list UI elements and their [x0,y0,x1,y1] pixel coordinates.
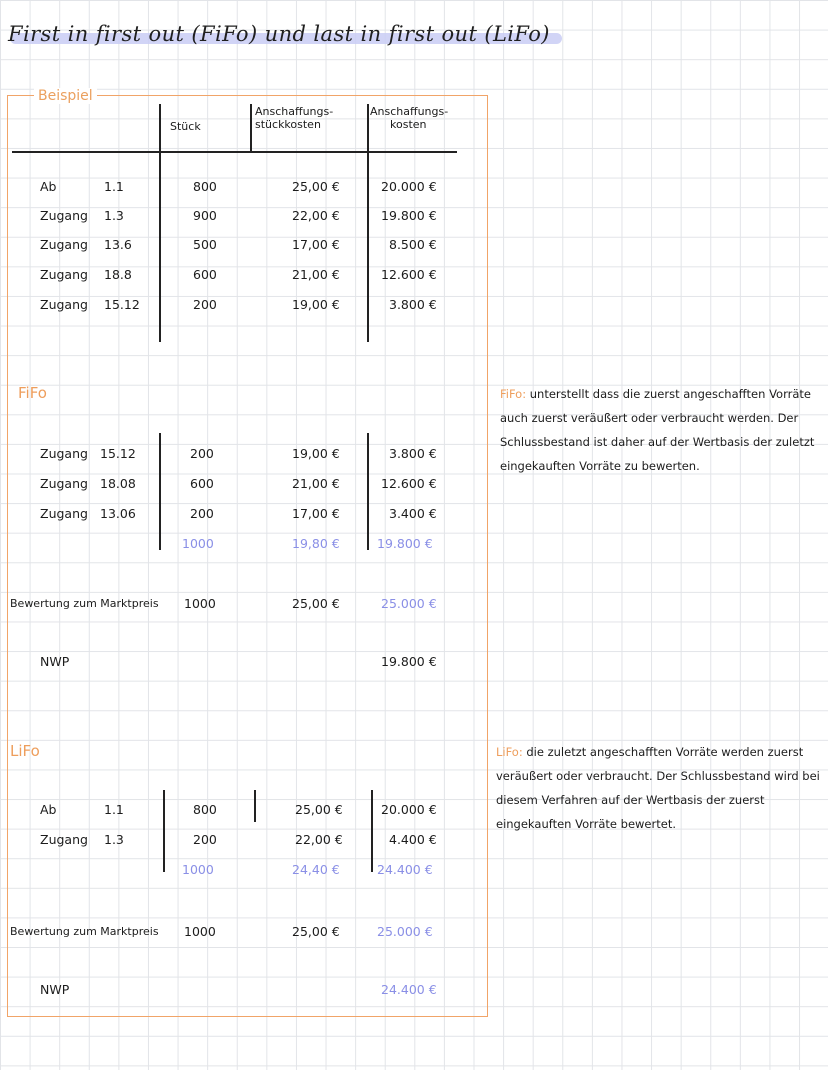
fifo-label: FiFo [18,384,47,402]
row-total-cost: 3.400 € [389,506,437,521]
row-unit-cost: 19,00 € [292,446,340,461]
row-total-cost: 12.600 € [381,267,437,282]
table-divider [250,104,252,152]
row-unit-cost: 21,00 € [292,476,340,491]
row-qty: 500 [193,237,217,252]
row-unit-cost: 17,00 € [292,506,340,521]
row-total-cost: 4.400 € [389,832,437,847]
row-type: Zugang [40,446,88,461]
row-qty: 800 [193,179,217,194]
lifo-note-term: LiFo: [496,745,523,759]
row-type: Zugang [40,832,88,847]
lifo-note [496,740,822,836]
sum-qty: 1000 [182,862,214,877]
row-date: 1.1 [104,179,124,194]
row-type: Ab [40,802,57,817]
fifo-note [500,382,822,478]
lifo-divider [163,790,165,872]
row-unit-cost: 22,00 € [295,832,343,847]
row-date: 18.08 [100,476,136,491]
sum-total-cost: 24.400 € [377,862,433,877]
sum-unit-cost: 19,80 € [292,536,340,551]
fifo-nwp-label: NWP [40,654,70,669]
lifo-market-qty: 1000 [184,924,216,939]
lifo-note-text: die zuletzt angeschafften Vorräte werden zuerst veräußert oder verbraucht. Der Schlussbestand wird bei diesem Verfahren auf der Wertbasis der zuerst eingekauften Vorräte bewertet. [496,745,820,831]
fifo-note-term: FiFo: [500,387,527,401]
example-frame [7,95,488,1017]
row-total-cost: 19.800 € [381,208,437,223]
fifo-market-label: Bewertung zum Marktpreis [10,597,159,610]
row-qty: 600 [190,476,214,491]
lifo-market-total: 25.000 € [377,924,433,939]
row-qty: 600 [193,267,217,282]
header-ak-line1: Anschaffungs- [370,105,449,118]
lifo-divider [371,790,373,872]
header-ak-line2: kosten [390,118,427,131]
row-total-cost: 8.500 € [389,237,437,252]
row-date: 1.3 [104,832,124,847]
row-qty: 800 [193,802,217,817]
lifo-market-label: Bewertung zum Marktpreis [10,925,159,938]
row-qty: 200 [193,832,217,847]
fifo-divider [159,433,161,550]
row-unit-cost: 22,00 € [292,208,340,223]
row-date: 1.3 [104,208,124,223]
table-divider [367,104,369,342]
row-total-cost: 20.000 € [381,179,437,194]
row-type: Ab [40,179,57,194]
fifo-nwp-total: 19.800 € [381,654,437,669]
lifo-market-unit: 25,00 € [292,924,340,939]
table-divider [159,104,161,342]
lifo-label: LiFo [10,742,40,760]
table-header-line [12,151,457,153]
header-ask-line2: stückkosten [255,118,321,131]
row-date: 15.12 [100,446,136,461]
row-unit-cost: 17,00 € [292,237,340,252]
fifo-note-text: unterstellt dass die zuerst angeschafften Vorräte auch zuerst veräußert oder verbraucht werden. Der Schlussbestand ist daher auf der Wertbasis der zuletzt eingekauften Vorräte zu bewerten. [500,387,815,473]
row-total-cost: 3.800 € [389,446,437,461]
row-type: Zugang [40,208,88,223]
row-date: 18.8 [104,267,132,282]
header-stueck: Stück [170,120,201,133]
lifo-nwp-total: 24.400 € [381,982,437,997]
sum-unit-cost: 24,40 € [292,862,340,877]
row-total-cost: 12.600 € [381,476,437,491]
sum-qty: 1000 [182,536,214,551]
beispiel-label: Beispiel [34,88,97,104]
lifo-divider [254,790,256,822]
page-title: First in first out (FiFo) und last in first out (LiFo) [8,22,550,46]
lifo-nwp-label: NWP [40,982,70,997]
fifo-market-total: 25.000 € [381,596,437,611]
fifo-market-unit: 25,00 € [292,596,340,611]
row-total-cost: 20.000 € [381,802,437,817]
fifo-market-qty: 1000 [184,596,216,611]
row-date: 15.12 [104,297,140,312]
row-type: Zugang [40,297,88,312]
header-ask-line1: Anschaffungs- [255,105,334,118]
row-unit-cost: 21,00 € [292,267,340,282]
row-qty: 900 [193,208,217,223]
sum-total-cost: 19.800 € [377,536,433,551]
row-unit-cost: 19,00 € [292,297,340,312]
row-type: Zugang [40,237,88,252]
row-qty: 200 [190,446,214,461]
row-type: Zugang [40,506,88,521]
row-unit-cost: 25,00 € [292,179,340,194]
row-type: Zugang [40,267,88,282]
row-total-cost: 3.800 € [389,297,437,312]
row-date: 13.6 [104,237,132,252]
row-type: Zugang [40,476,88,491]
fifo-divider [367,433,369,550]
row-date: 13.06 [100,506,136,521]
row-qty: 200 [193,297,217,312]
row-date: 1.1 [104,802,124,817]
row-unit-cost: 25,00 € [295,802,343,817]
row-qty: 200 [190,506,214,521]
